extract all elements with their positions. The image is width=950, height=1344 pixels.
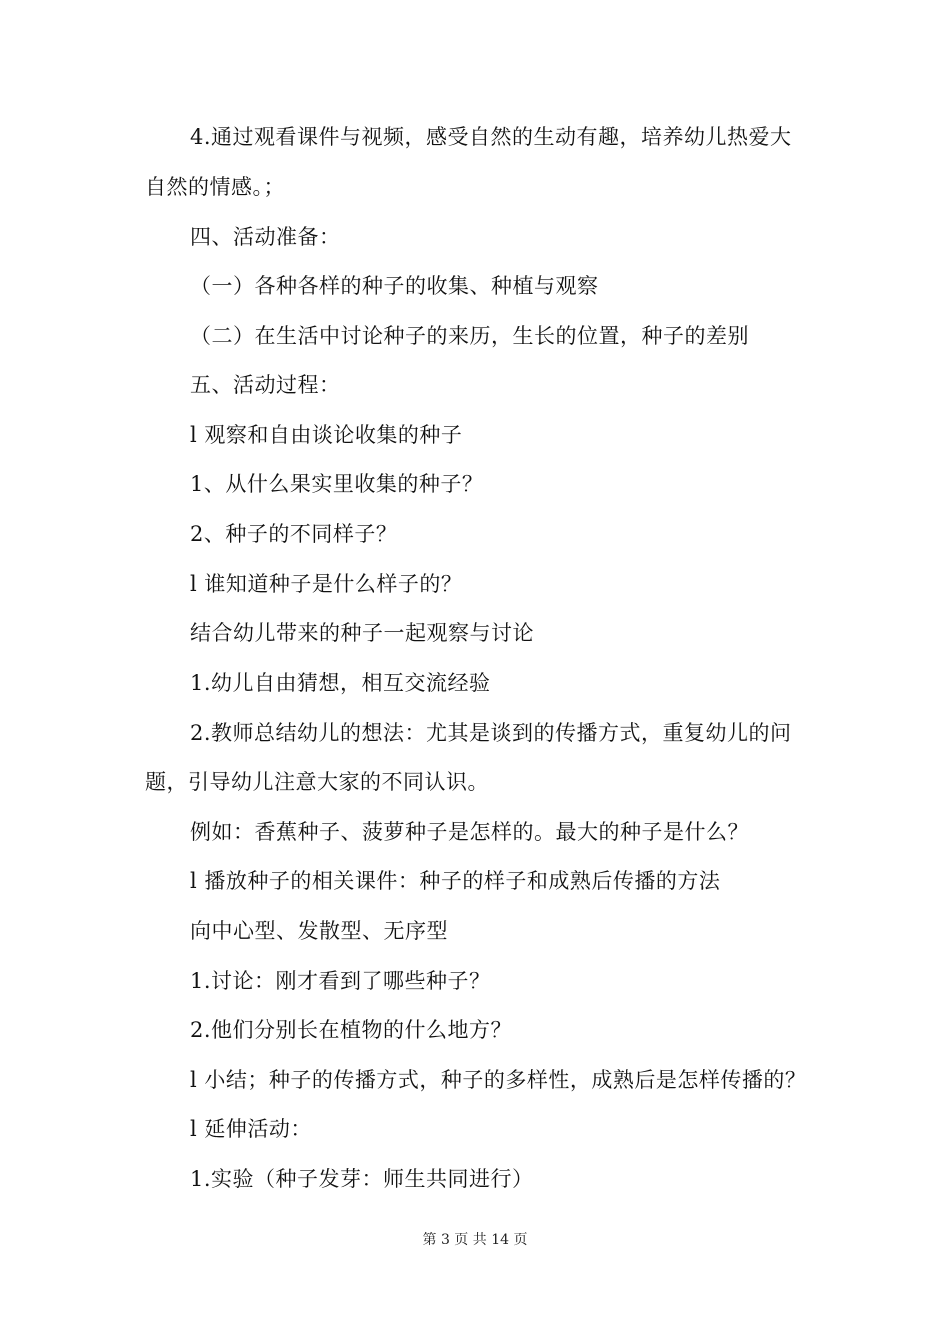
text-line: 例如：香蕉种子、菠萝种子是怎样的。最大的种子是什么？ (190, 820, 749, 844)
text-line: （二）在生活中讨论种子的来历，生长的位置，种子的差别 (190, 324, 749, 348)
text-line: l 谁知道种子是什么样子的？ (190, 572, 463, 596)
page-number-footer: 第 3 页 共 14 页 (422, 1232, 528, 1248)
text-line: 四、活动准备： (190, 225, 341, 249)
text-line: 五、活动过程： (190, 373, 341, 397)
text-line: 1.实验（种子发芽：师生共同进行） (190, 1167, 534, 1191)
text-line: l 播放种子的相关课件：种子的样子和成熟后传播的方法 (190, 869, 721, 893)
text-line: 向中心型、发散型、无序型 (190, 919, 448, 943)
text-line: （一）各种各样的种子的收集、种植与观察 (190, 274, 599, 298)
text-line: 1.讨论：刚才看到了哪些种子？ (190, 969, 491, 993)
text-line: 结合幼儿带来的种子一起观察与讨论 (190, 621, 534, 645)
text-line: 1.幼儿自由猜想，相互交流经验 (190, 671, 491, 695)
text-line: 题，引导幼儿注意大家的不同认识。 (145, 770, 489, 794)
text-line: 自然的情感。； (145, 175, 285, 199)
text-line: l 延伸活动： (190, 1117, 312, 1141)
text-line: 2、种子的不同样子？ (190, 522, 398, 546)
text-line: 2.教师总结幼儿的想法：尤其是谈到的传播方式，重复幼儿的问 (190, 721, 792, 745)
text-line: l 观察和自由谈论收集的种子 (190, 423, 463, 447)
text-line: 4.通过观看课件与视频，感受自然的生动有趣，培养幼儿热爱大 (190, 125, 792, 149)
text-line: l 小结；种子的传播方式，种子的多样性，成熟后是怎样传播的？ (190, 1068, 807, 1092)
text-line: 2.他们分别长在植物的什么地方？ (190, 1018, 513, 1042)
text-line: 1、从什么果实里收集的种子？ (190, 472, 484, 496)
